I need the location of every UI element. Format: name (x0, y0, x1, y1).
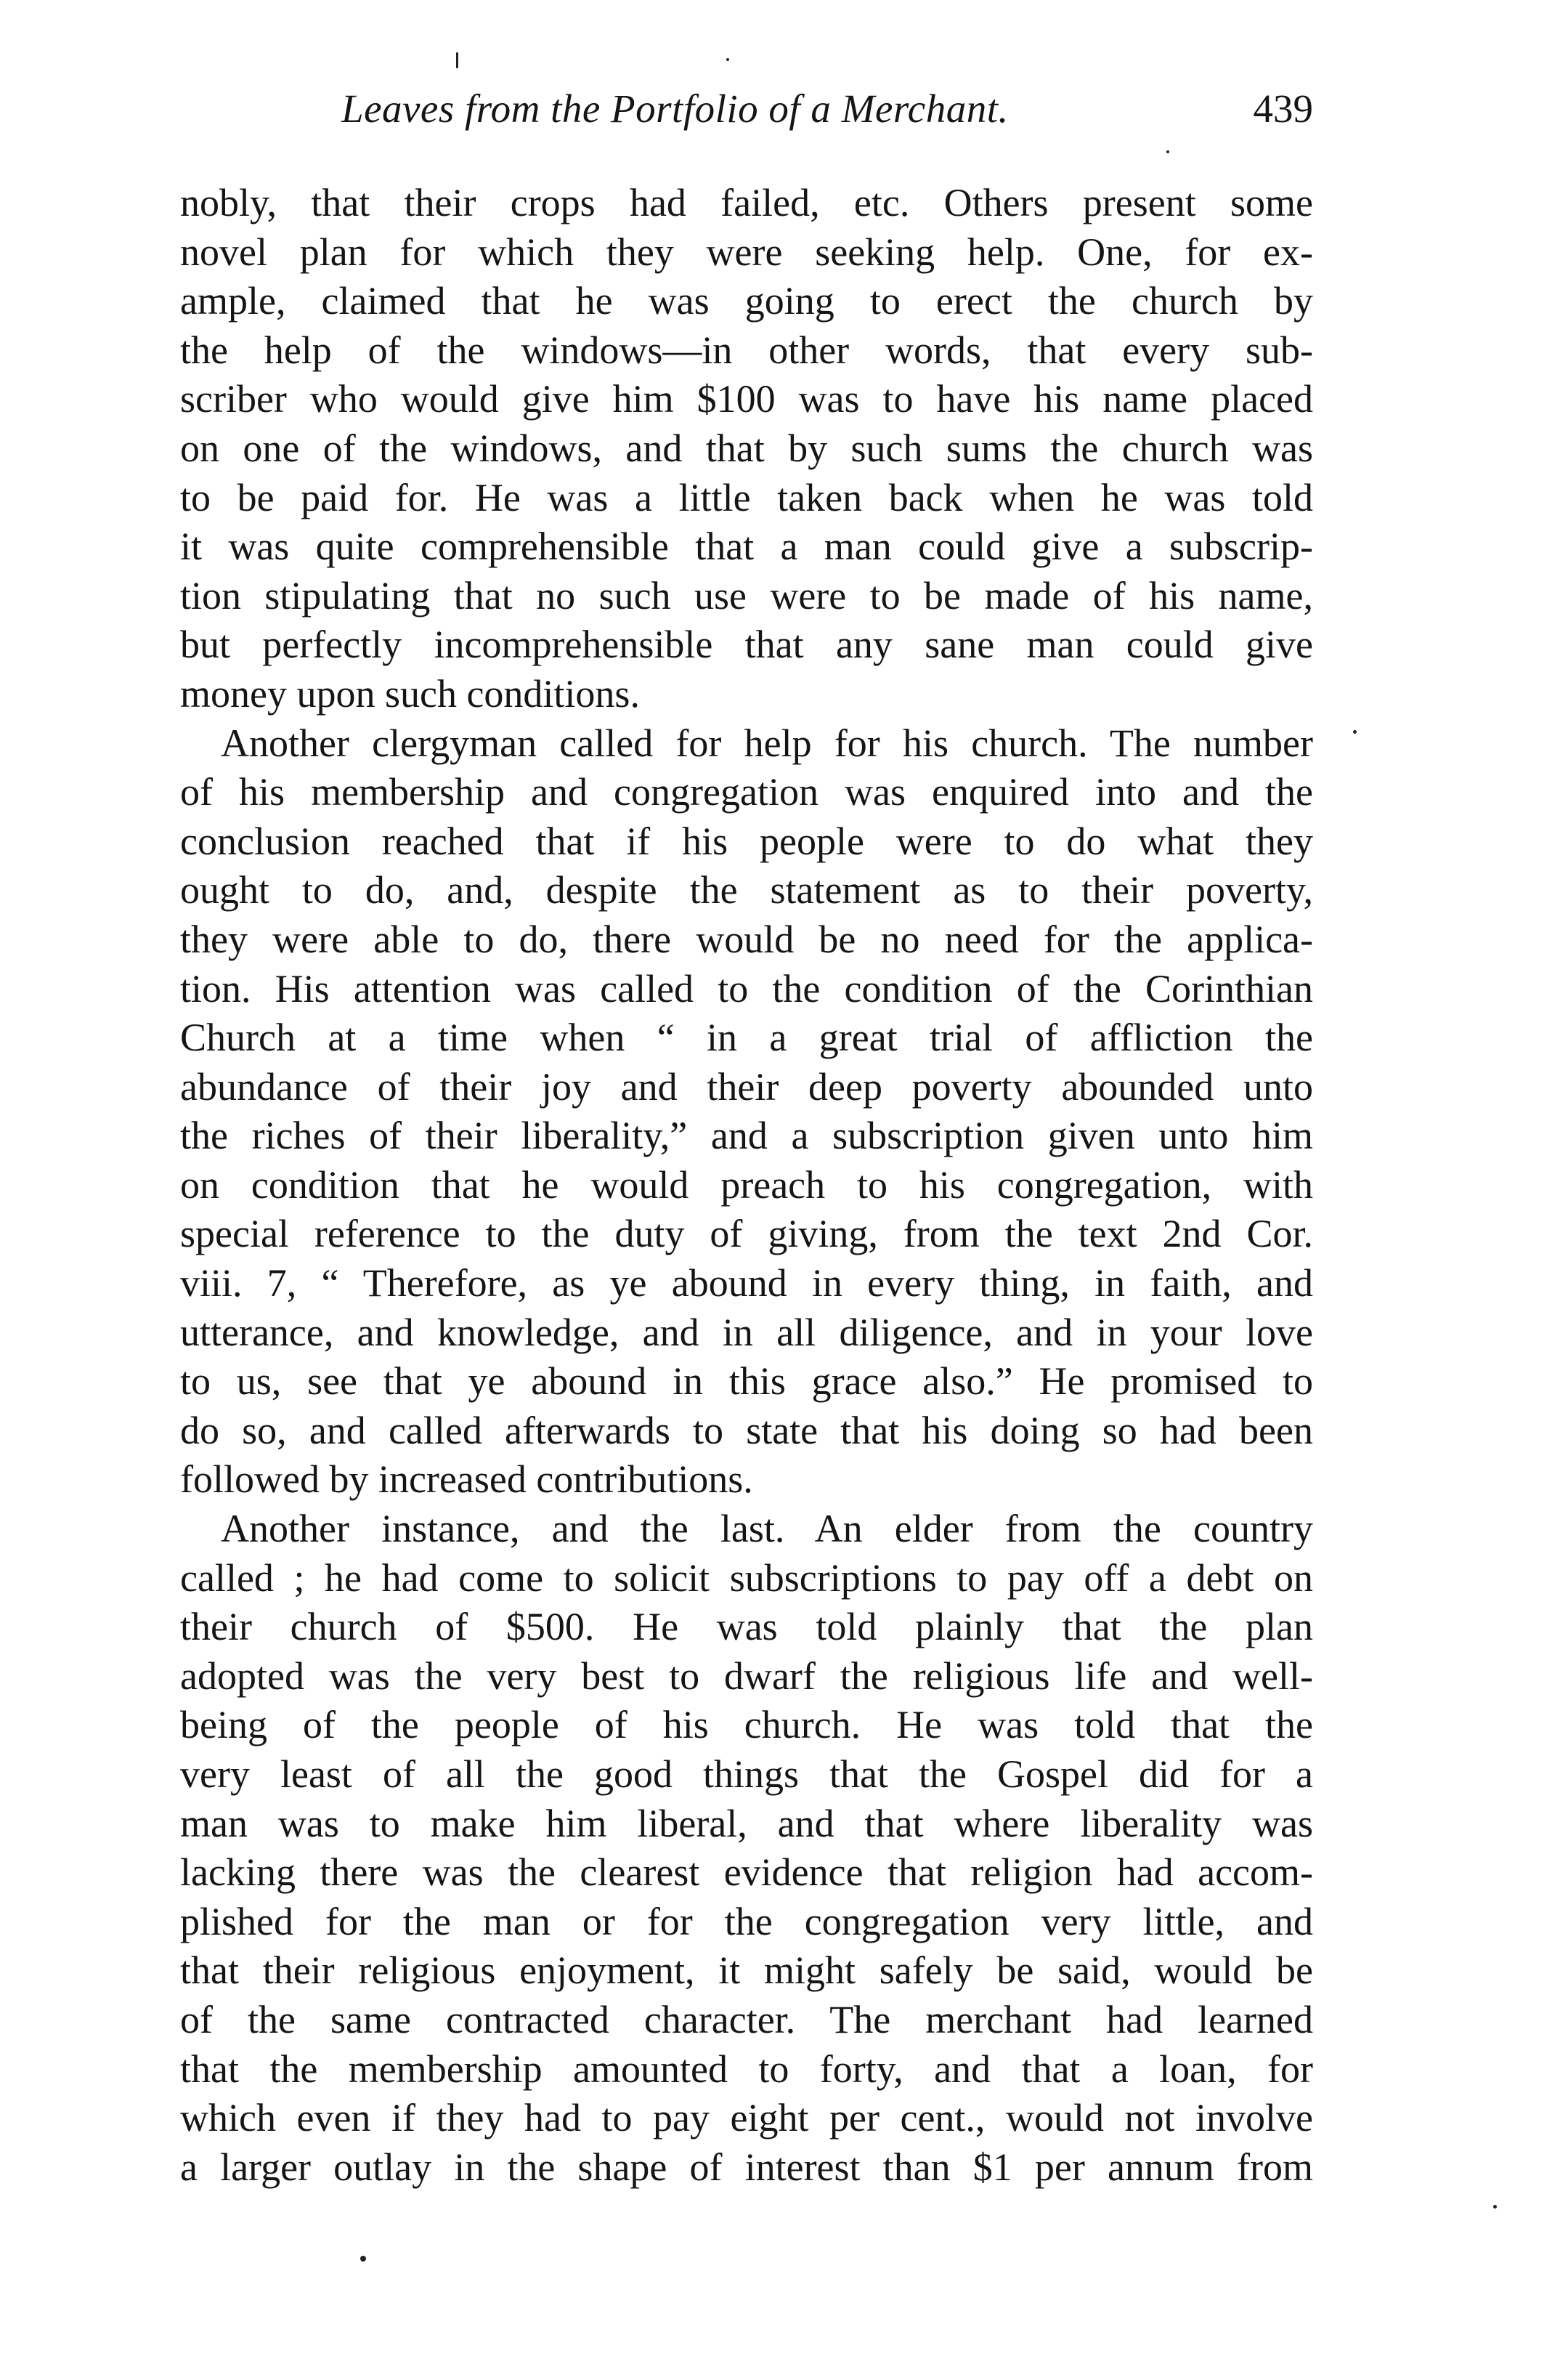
running-title: Leaves from the Portfolio of a Merchant. (341, 86, 1009, 131)
text-line: conclusion reached that if his people were to do what they (180, 819, 1313, 863)
text-line: Another clergyman called for help for his church. The number (221, 721, 1313, 765)
text-line: they were able to do, there would be no need for the applica- (180, 917, 1313, 961)
text-line: novel plan for which they were seeking help. One, for ex- (180, 230, 1313, 274)
text-line: of his membership and congregation was enquired into and the (180, 770, 1313, 814)
text-line: which even if they had to pay eight per cent., would not involve (180, 2096, 1313, 2140)
text-line: nobly, that their crops had failed, etc. Others present some (180, 181, 1313, 224)
text-line: Church at a time when “ in a great trial of affliction the (180, 1016, 1313, 1060)
text-line: that their religious enjoyment, it might safely be said, would be (180, 1948, 1313, 1993)
text-line: plished for the man or for the congregation very little, and (180, 1899, 1313, 1943)
text-line: the help of the windows—in other words, that every sub- (180, 328, 1313, 372)
page-number: 439 (1253, 86, 1313, 131)
text-line: tion. His attention was called to the condition of the Corinthian (180, 966, 1313, 1011)
ink-speck (1166, 150, 1169, 153)
text-line: lacking there was the clearest evidence that religion had accom- (180, 1850, 1313, 1895)
text-line: of the same contracted character. The merchant had learned (180, 1997, 1313, 2041)
text-line: it was quite comprehensible that a man could give a subscrip- (180, 525, 1313, 569)
text-line: ample, claimed that he was going to erect the church by (180, 279, 1313, 323)
text-line: followed by increased contributions. (180, 1457, 753, 1502)
text-line: utterance, and knowledge, and in all diligence, and in your love (180, 1310, 1313, 1354)
text-line: called ; he had come to solicit subscriptions to pay off a debt on (180, 1555, 1313, 1600)
text-line: tion stipulating that no such use were to be made of his name, (180, 573, 1313, 618)
text-line: special reference to the duty of giving, from the text 2nd Cor. (180, 1212, 1313, 1256)
text-line: money upon such conditions. (180, 671, 640, 716)
text-line: on one of the windows, and that by such sums the church was (180, 426, 1313, 470)
ink-speck (726, 58, 729, 61)
ink-speck (360, 2256, 366, 2262)
text-line: to be paid for. He was a little taken back when he was told (180, 475, 1313, 519)
ink-speck (456, 52, 458, 68)
text-line: very least of all the good things that the Gospel did for a (180, 1752, 1313, 1796)
text-line: viii. 7, “ Therefore, as ye abound in every thing, in faith, and (180, 1261, 1313, 1306)
text-line: Another instance, and the last. An elder from the country (221, 1507, 1313, 1551)
text-line: on condition that he would preach to his congregation, with (180, 1162, 1313, 1207)
text-line: the riches of their liberality,” and a subscription given unto him (180, 1114, 1313, 1158)
text-line: but perfectly incomprehensible that any sane man could give (180, 623, 1313, 667)
text-line: adopted was the very best to dwarf the religious life and well- (180, 1653, 1313, 1698)
ink-speck (1493, 2205, 1497, 2209)
body-text (180, 179, 1313, 2192)
text-line: abundance of their joy and their deep poverty abounded unto (180, 1064, 1313, 1109)
text-line: scriber who would give him $100 was to have his name placed (180, 377, 1313, 421)
ink-speck (1353, 730, 1357, 734)
text-line: do so, and called afterwards to state that his doing so had been (180, 1408, 1313, 1452)
text-line: ought to do, and, despite the statement as to their poverty, (180, 868, 1313, 912)
text-line: to us, see that ye abound in this grace also.” He promised to (180, 1359, 1313, 1404)
text-line: man was to make him liberal, and that where liberality was (180, 1801, 1313, 1845)
text-line: that the membership amounted to forty, and that a loan, for (180, 2047, 1313, 2091)
text-line: their church of $500. He was told plainly that the plan (180, 1605, 1313, 1649)
text-line: a larger outlay in the shape of interest than $1 per annum from (180, 2145, 1313, 2189)
text-line: being of the people of his church. He was told that the (180, 1703, 1313, 1747)
running-head (180, 86, 1313, 144)
